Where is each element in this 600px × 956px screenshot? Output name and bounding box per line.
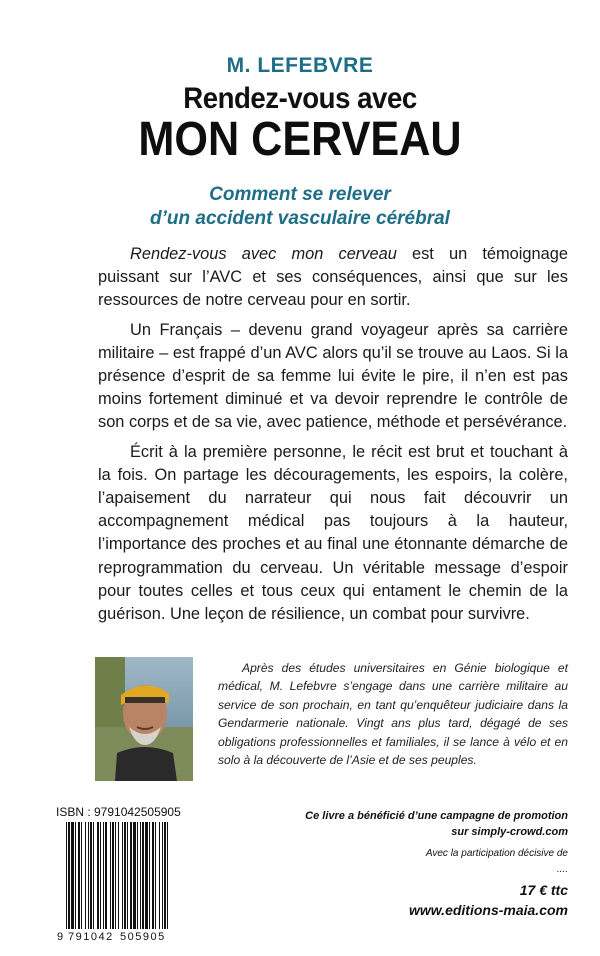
author-name: M. LEFEBVRE (226, 54, 374, 77)
barcode-digits-left: 791042 (68, 931, 114, 943)
barcode-bar (97, 822, 99, 929)
barcode-bar (164, 822, 166, 929)
barcode-bar (100, 822, 101, 929)
book-title-line1: Rendez-vous avec (183, 82, 417, 115)
barcode-bar (149, 822, 150, 929)
participation-dots: .... (556, 864, 568, 875)
author-photo (95, 657, 193, 781)
synopsis-paragraph-2: Un Français – devenu grand voyageur après sa carrière militaire – est frappé d’un AVC alors qu’il se trouve au Laos. Si la présence d’esprit de sa femme lui évite le pire, il n’en est pas moins fortement diminué et va devoir reprendre le contrôle de son corps et de sa vie, avec patience, méthode et persévérance. (98, 320, 568, 432)
barcode-bar (81, 822, 82, 929)
barcode-bar (71, 822, 74, 929)
subtitle-line2: d’un accident vasculaire cérébral (150, 208, 450, 229)
barcode-bar (110, 822, 111, 929)
barcode-bar (78, 822, 80, 929)
barcode-bar (130, 822, 132, 929)
subtitle-line1: Comment se relever (209, 184, 391, 205)
promo-note (268, 808, 568, 840)
synopsis-paragraph-1 (98, 243, 568, 313)
price: 17 € ttc (519, 882, 568, 898)
synopsis-title-italic: Rendez-vous avec mon cerveau (130, 245, 397, 263)
barcode-bar (115, 822, 116, 929)
synopsis-paragraph-3: Écrit à la première personne, le récit est brut et touchant à la fois. On partage les découragements, les espoirs, la colère, l’apaisement du narrateur qui nous fait découvrir un accompagnement médical pas toujours à la hauteur, l’importance des proches et au final une étonnante démarche de reprogrammation du cerveau. Un véritable message d’espoir pour toutes celles et tous ceux qui entament le chemin de la guérison. Une leçon de résilience, un combat pour survivre. (98, 442, 568, 624)
barcode-bar (122, 822, 123, 929)
author-portrait-image (95, 657, 193, 781)
author-bio-text: Après des études universitaires en Génie biologique et médical, M. Lefebvre s’engage dans une carrière militaire au service de son prochain, en tant qu’enquêteur judiciaire dans la Gendarmerie nationale. Vingt ans plus tard, dégagé de ses obligations professionnelles et familiales, il se lance à vélo et en solo à la découverte de l’Asie et de ses peuples. (218, 661, 568, 768)
barcode-bar (167, 822, 168, 934)
barcode-bar (127, 822, 128, 929)
barcode-bar (133, 822, 136, 929)
barcode-bar (90, 822, 92, 929)
barcode-bar (68, 822, 70, 934)
synopsis-paragraph-1-text: est un témoignage puissant sur l’AVC et ses conséquences, ainsi que sur les ressources de notre cerveau pour en sortir. (98, 245, 569, 310)
synopsis (98, 243, 568, 626)
barcode-bar (159, 822, 160, 929)
barcode-bar (112, 822, 114, 929)
barcode-bar (162, 822, 163, 929)
barcode-bar (85, 822, 86, 929)
barcode-digits-right: 505905 (120, 931, 166, 943)
barcode-bar (124, 822, 126, 929)
barcode-bar (145, 822, 148, 929)
publisher-website: www.editions-maia.com (409, 902, 568, 918)
barcode-bar (118, 822, 119, 934)
barcode-bar (155, 822, 156, 929)
author-bio (218, 659, 568, 769)
barcode-bar (137, 822, 138, 929)
barcode-bar (152, 822, 154, 929)
book-title-line2: MON CERVEAU (138, 113, 462, 166)
barcode-bar (75, 822, 76, 929)
barcode-bar (103, 822, 104, 929)
isbn-label: ISBN : 9791042505905 (56, 805, 181, 819)
promo-line2: sur simply-crowd.com (451, 826, 568, 838)
barcode-bar (66, 822, 67, 934)
barcode-bar (140, 822, 141, 929)
isbn-barcode (56, 822, 174, 944)
book-subtitle (0, 183, 600, 231)
barcode-bar (93, 822, 94, 929)
barcode-bar (88, 822, 89, 929)
participation-note (268, 846, 568, 878)
participation-text: Avec la participation décisive de (425, 848, 568, 859)
barcode-bar (142, 822, 144, 929)
barcode-digit-first: 9 (57, 931, 64, 943)
barcode-bars (66, 822, 168, 934)
promo-line1: Ce livre a bénéficié d’une campagne de promotion (305, 810, 568, 822)
barcode-bar (105, 822, 107, 929)
